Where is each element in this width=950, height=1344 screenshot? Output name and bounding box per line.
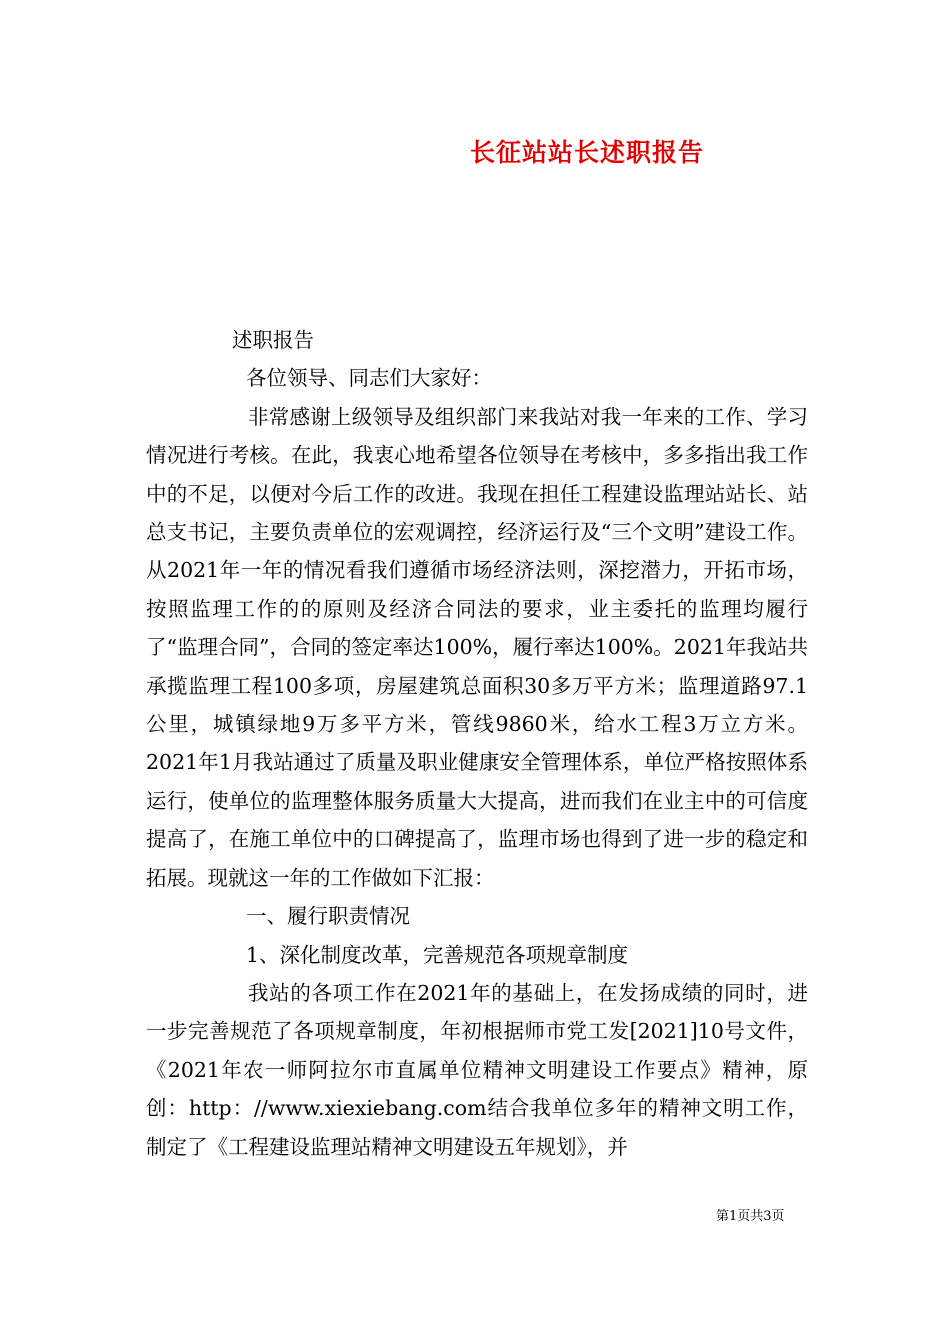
page-footer: 第1页共3页 [716, 1209, 785, 1224]
paragraph-intro: 非常感谢上级领导及组织部门来我站对我一年来的工作、学习情况进行考核。在此，我衷心地希望各位领导在考核中，多多指出我工作中的不足，以便对今后工作的改进。我现在担任工程建设监理站站长、站总支书记，主要负责单位的宏观调控，经济运行及“三个文明”建设工作。从2021年一年的情况看我们遵循市场经济法则，深挖潜力，开拓市场，按照监理工作的的原则及经济合同法的要求，业主委托的监理均履行了“监理合同”，合同的签定率达100%，履行率达100%。2021年我站共承揽监理工程100多项，房屋建筑总面积30多万平方米；监理道路97.1公里，城镇绿地9万多平方米，管线9860米，给水工程3万立方米。2021年1月我站通过了质量及职业健康安全管理体系，单位严格按照体系运行，使单位的监理整体服务质量大大提高，进而我们在业主中的可信度提高了，在施工单位中的口碑提高了，监理市场也得到了进一步的稳定和拓展。现就这一年的工作做如下汇报： [146, 404, 808, 890]
document-title: 长征站站长述职报告 [470, 138, 705, 167]
section-heading: 一、履行职责情况 [246, 904, 410, 929]
paragraph-body: 我站的各项工作在2021年的基础上，在发扬成绩的同时，进一步完善规范了各项规章制度，年初根据师市党工发[2021]10号文件，《2021年农一师阿拉尔市直属单位精神文明建设工作要点》精神，原创：http：//www.xiexiebang.com结合我单位多年的精神文明工作，制定了《工程建设监理站精神文明建设五年规划》，并 [146, 980, 808, 1159]
paragraph-heading: 述职报告 [232, 328, 314, 352]
document-body [146, 321, 808, 1166]
subsection-heading: 1、深化制度改革，完善规范各项规章制度 [246, 942, 629, 967]
paragraph-salutation: 各位领导、同志们大家好： [246, 366, 492, 391]
